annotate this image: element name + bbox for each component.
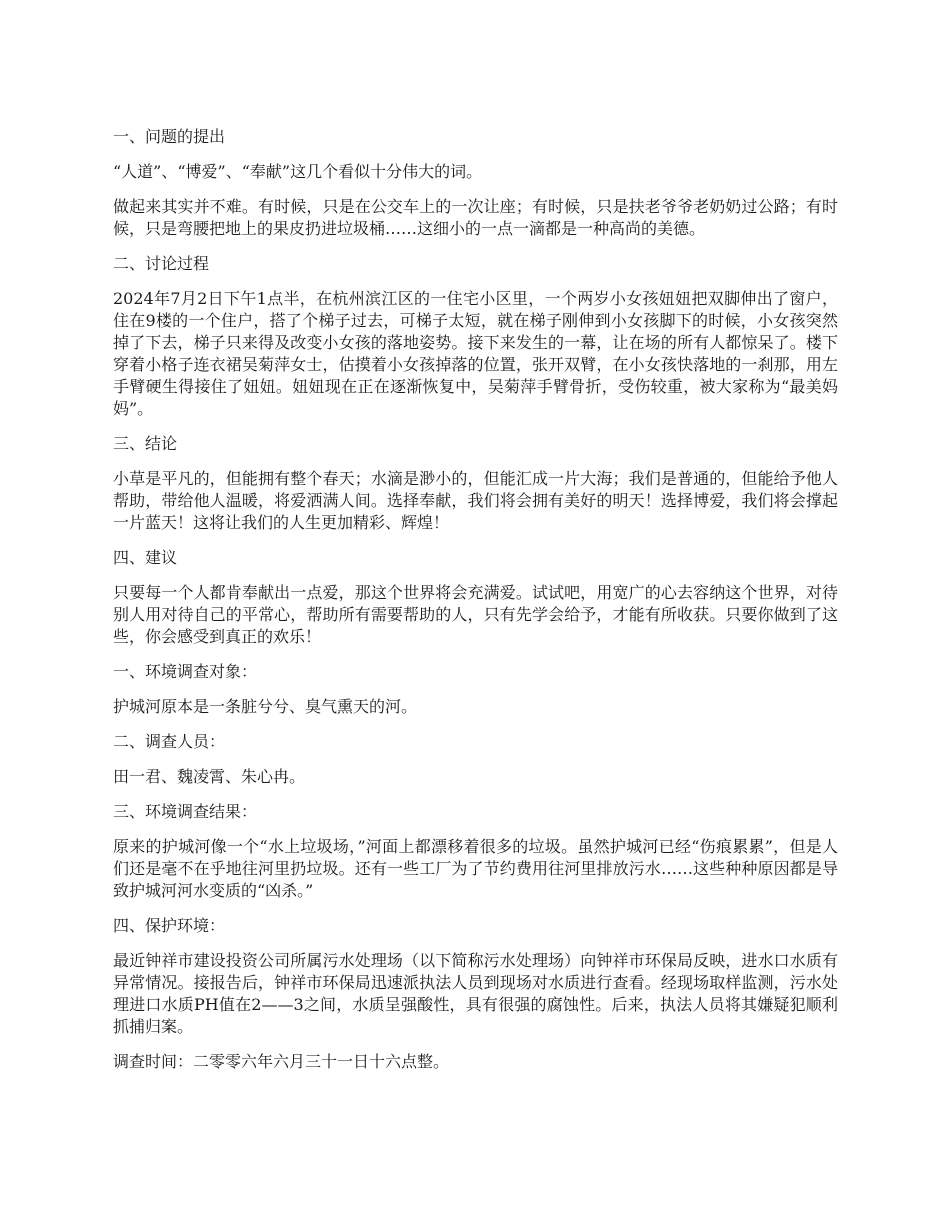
paragraph-survey-staff: 田一君、魏凌霄、朱心冉。 bbox=[113, 767, 306, 786]
paragraph-survey-result: 原来的护城河像一个“水上垃圾场，”河面上都漂移着很多的垃圾。虽然护城河已经“伤痕累累”，但是人们还是毫不在乎地往河里扔垃圾。还有一些工厂为了节约费用往河里排放污水……这些种种原因都是导致护城河河水变质的“凶杀。” bbox=[113, 837, 838, 900]
paragraph-conclusion: 小草是平凡的，但能拥有整个春天；水滴是渺小的，但能汇成一片大海；我们是普通的，但能给予他人帮助，带给他人温暖，将爱洒满人间。选择奉献，我们将会拥有美好的明天！选择博爱，我们将会撑起一片蓝天！这将让我们的人生更加精彩、辉煌！ bbox=[113, 469, 838, 532]
paragraph-story: 2024年7月2日下午1点半，在杭州滨江区的一住宅小区里，一个两岁小女孩妞妞把双脚伸出了窗户，住在9楼的一个住户，搭了个梯子过去，可梯子太短，就在梯子刚伸到小女孩脚下的时候，小女孩突然掉了下去，梯子只来得及改变小女孩的落地姿势。接下来发生的一幕，让在场的所有人都惊呆了。楼下穿着小格子连衣裙吴菊萍女士，估摸着小女孩掉落的位置，张开双臂，在小女孩快落地的一刹那，用左手臂硬生得接住了妞妞。妞妞现在正在逐渐恢复中，吴菊萍手臂骨折，受伤较重，被大家称为“最美妈妈”。 bbox=[113, 289, 838, 418]
section-heading-protection: 四、保护环境： bbox=[113, 916, 226, 935]
paragraph-suggestion: 只要每一个人都肯奉献出一点爱，那这个世界将会充满爱。试试吧，用宽广的心去容纳这个世界，对待别人用对待自己的平常心，帮助所有需要帮助的人，只有先学会给予，才能有所收获。只要你做到了这些，你会感受到真正的欢乐！ bbox=[113, 583, 838, 646]
paragraph-survey-time: 调查时间：二零零六年六月三十一日十六点整。 bbox=[113, 1052, 450, 1071]
paragraph-protection: 最近钟祥市建设投资公司所属污水处理场（以下简称污水处理场）向钟祥市环保局反映，进水口水质有异常情况。接报告后，钟祥市环保局迅速派执法人员到现场对水质进行查看。经现场取样监测，污水处理进口水质PH值在2——3之间，水质呈强酸性，具有很强的腐蚀性。后来，执法人员将其嫌疑犯顺利抓捕归案。 bbox=[113, 951, 838, 1036]
paragraph-keywords: “人道”、“博爱”、“奉献”这几个看似十分伟大的词。 bbox=[113, 162, 483, 181]
paragraph-small-deeds: 做起来其实并不难。有时候，只是在公交车上的一次让座；有时候，只是扶老爷爷老奶奶过公路；有时候，只是弯腰把地上的果皮扔进垃圾桶……这细小的一点一滴都是一种高尚的美德。 bbox=[113, 197, 838, 238]
section-heading-survey-staff: 二、调查人员： bbox=[113, 732, 226, 751]
paragraph-survey-target: 护城河原本是一条脏兮兮、臭气熏天的河。 bbox=[113, 697, 418, 716]
section-heading-problem: 一、问题的提出 bbox=[113, 127, 226, 146]
section-heading-survey-target: 一、环境调查对象： bbox=[113, 662, 258, 681]
section-heading-conclusion: 三、结论 bbox=[113, 434, 178, 453]
section-heading-discussion: 二、讨论过程 bbox=[113, 254, 210, 273]
section-heading-survey-result: 三、环境调查结果： bbox=[113, 802, 258, 821]
section-heading-suggestion: 四、建议 bbox=[113, 548, 178, 567]
